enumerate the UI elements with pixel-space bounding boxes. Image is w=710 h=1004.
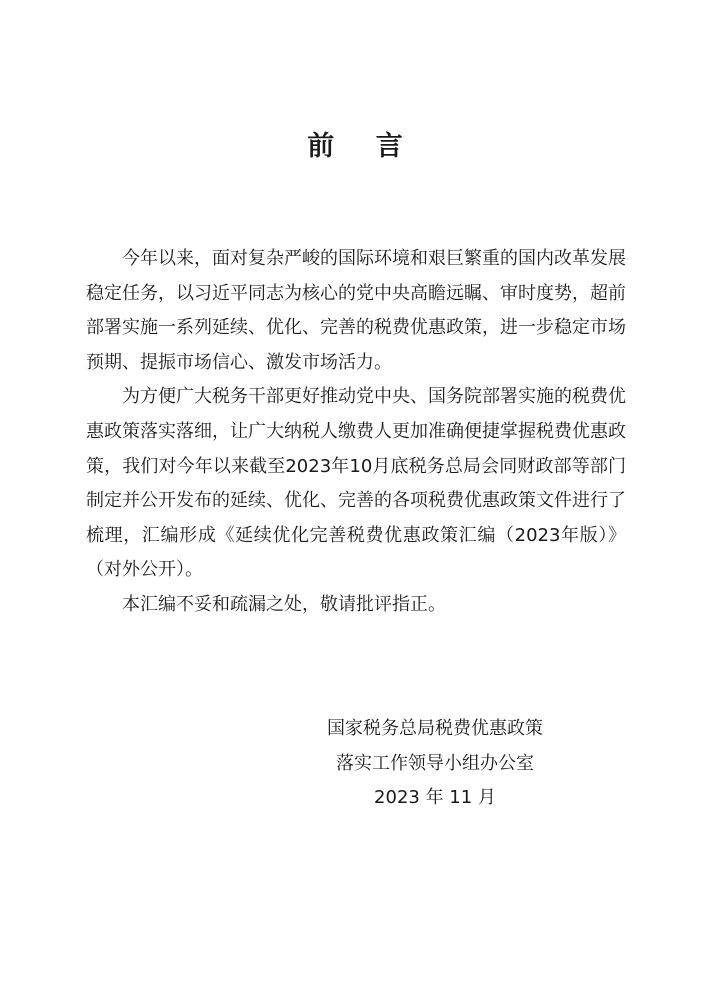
signature-org-line1: 国家税务总局税费优惠政策	[327, 718, 543, 739]
paragraph-3: 本汇编不妥和疏漏之处，敬请批评指正。	[122, 593, 446, 615]
paragraph-1: 今年以来，面对复杂严峻的国际环境和艰巨繁重的国内改革发展稳定任务，以习近平同志为核心的党中央高瞻远瞩、审时度势，超前部署实施一系列延续、优化、完善的税费优惠政策，进一步稳定市场预期、提振市场信心、激发市场活力。	[86, 248, 626, 373]
signature-org-line2: 落实工作领导小组办公室	[336, 752, 534, 774]
body-text	[86, 242, 626, 623]
page-title: 前 言	[307, 131, 419, 162]
signature-block	[300, 712, 570, 816]
signature-date: 2023 年 11 月	[374, 787, 496, 809]
paragraph-2: 为方便广大税务干部更好推动党中央、国务院部署实施的税费优惠政策落实落细，让广大纳税人缴费人更加准确便捷掌握税费优惠政策，我们对今年以来截至2023年10月底税务总局会同财政部等部门制定并公开发布的延续、优化、完善的各项税费优惠政策文件进行了梳理，汇编形成《延续优化完善税费优惠政策汇编（2023年版）》（对外公开）。	[86, 386, 626, 581]
